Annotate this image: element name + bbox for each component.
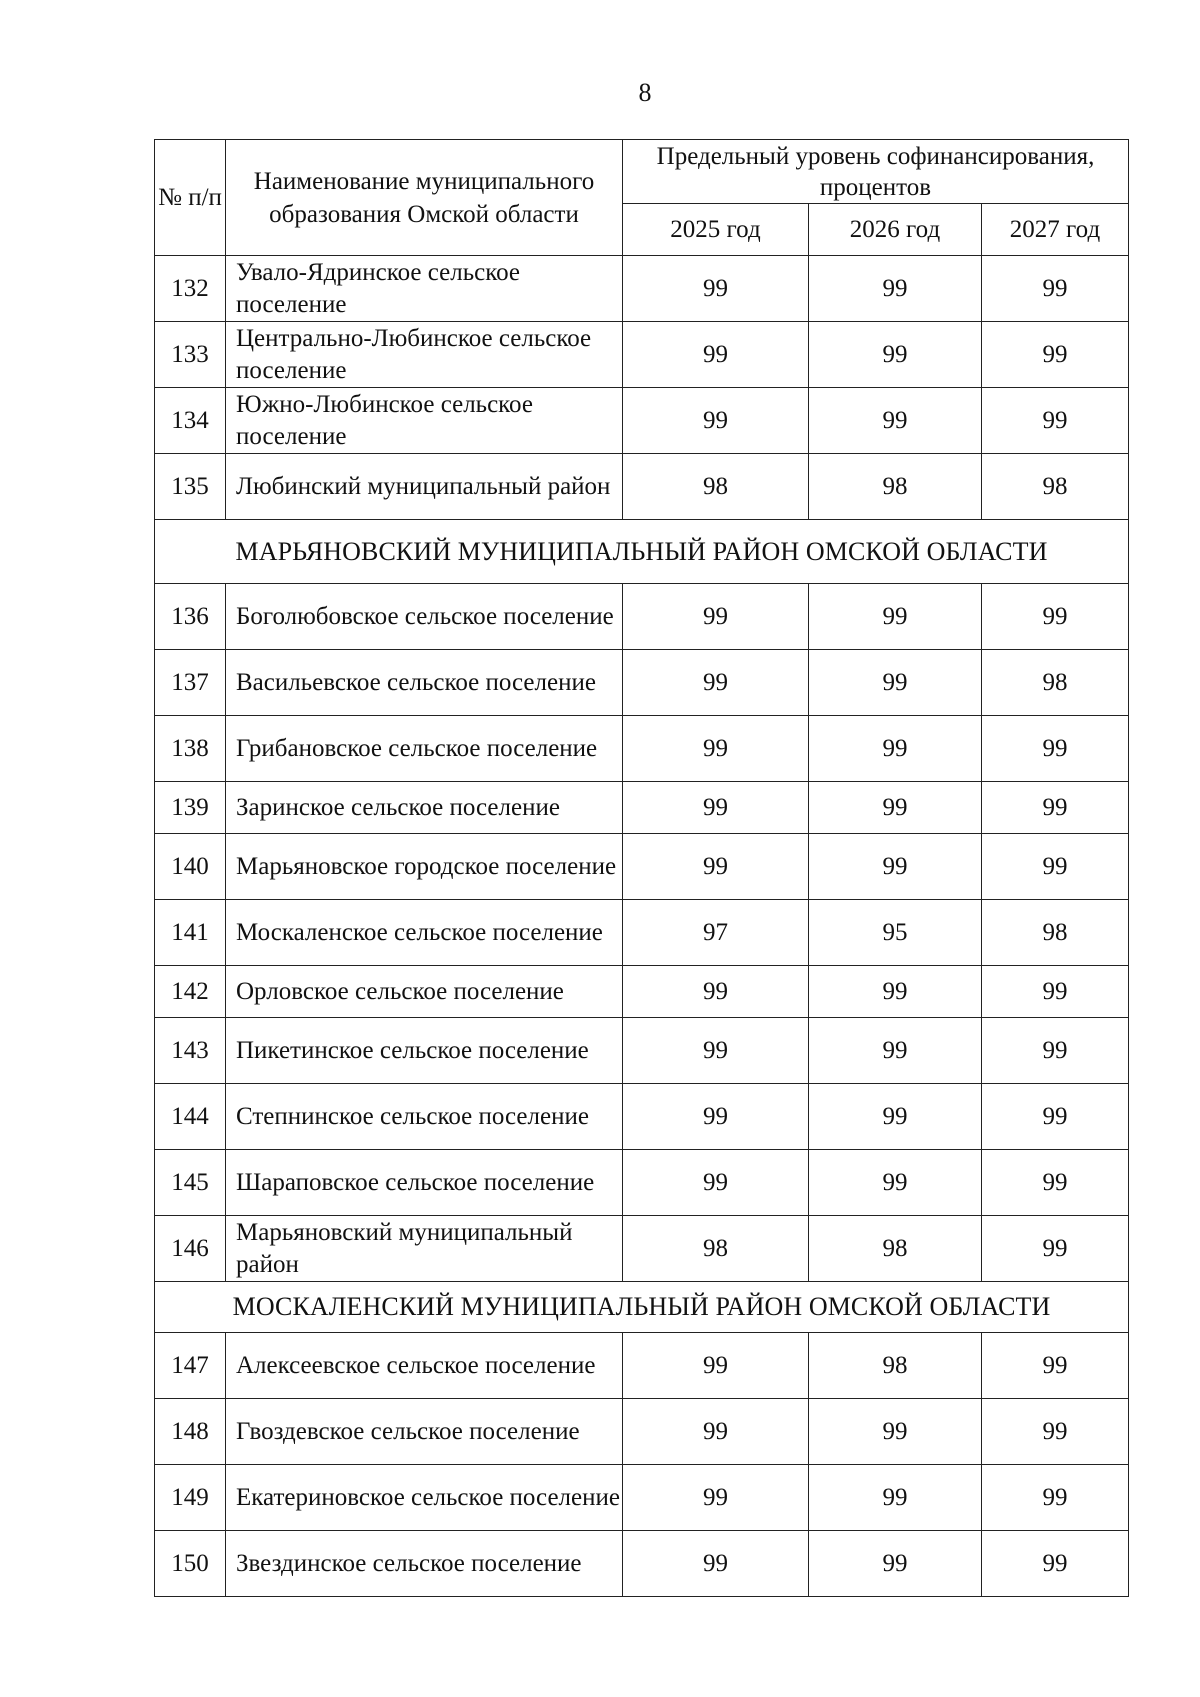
municipality-name: Екатериновское сельское поселение — [226, 1465, 623, 1531]
municipality-name: Заринское сельское поселение — [226, 782, 623, 834]
municipality-name: Марьяновский муниципальный район — [226, 1216, 623, 1282]
municipality-name: Орловское сельское поселение — [226, 966, 623, 1018]
row-number: 150 — [155, 1531, 226, 1597]
value-2027: 99 — [982, 1018, 1129, 1084]
value-2025: 99 — [623, 1531, 809, 1597]
table-row — [155, 1333, 1129, 1399]
header-municipality-name: Наименование муниципального образования Омской области — [226, 140, 623, 256]
value-2025: 99 — [623, 1465, 809, 1531]
row-number: 133 — [155, 322, 226, 388]
value-2025: 99 — [623, 650, 809, 716]
table-row — [155, 834, 1129, 900]
value-2026: 98 — [809, 1333, 982, 1399]
row-number: 137 — [155, 650, 226, 716]
value-2026: 99 — [809, 1084, 982, 1150]
value-2026: 99 — [809, 256, 982, 322]
table-row — [155, 1216, 1129, 1282]
value-2025: 98 — [623, 1216, 809, 1282]
row-number: 149 — [155, 1465, 226, 1531]
municipality-name: Алексеевское сельское поселение — [226, 1333, 623, 1399]
value-2027: 99 — [982, 584, 1129, 650]
row-number: 136 — [155, 584, 226, 650]
value-2026: 99 — [809, 650, 982, 716]
row-number: 143 — [155, 1018, 226, 1084]
value-2025: 99 — [623, 1150, 809, 1216]
table-row — [155, 256, 1129, 322]
value-2026: 98 — [809, 454, 982, 520]
value-2026: 99 — [809, 322, 982, 388]
table-body — [155, 256, 1129, 1597]
value-2026: 95 — [809, 900, 982, 966]
row-number: 141 — [155, 900, 226, 966]
value-2026: 99 — [809, 1150, 982, 1216]
table-row — [155, 322, 1129, 388]
header-year-2025: 2025 год — [623, 204, 809, 256]
value-2026: 99 — [809, 782, 982, 834]
municipality-name: Пикетинское сельское поселение — [226, 1018, 623, 1084]
section-row — [155, 1282, 1129, 1333]
value-2027: 99 — [982, 1150, 1129, 1216]
value-2027: 98 — [982, 650, 1129, 716]
row-number: 147 — [155, 1333, 226, 1399]
header-year-2026: 2026 год — [809, 204, 982, 256]
section-title: МОСКАЛЕНСКИЙ МУНИЦИПАЛЬНЫЙ РАЙОН ОМСКОЙ ОБЛАСТИ — [155, 1282, 1129, 1333]
value-2027: 99 — [982, 388, 1129, 454]
value-2025: 99 — [623, 1084, 809, 1150]
value-2027: 99 — [982, 1084, 1129, 1150]
value-2026: 99 — [809, 584, 982, 650]
municipality-name: Степнинское сельское поселение — [226, 1084, 623, 1150]
value-2025: 99 — [623, 388, 809, 454]
page-number: 8 — [638, 78, 652, 107]
row-number: 142 — [155, 966, 226, 1018]
value-2027: 99 — [982, 1333, 1129, 1399]
value-2026: 98 — [809, 1216, 982, 1282]
value-2027: 99 — [982, 1399, 1129, 1465]
municipality-name: Увало-Ядринское сельское поселение — [226, 256, 623, 322]
value-2026: 99 — [809, 716, 982, 782]
table-row — [155, 1150, 1129, 1216]
value-2027: 99 — [982, 256, 1129, 322]
value-2025: 99 — [623, 256, 809, 322]
row-number: 135 — [155, 454, 226, 520]
municipality-name: Гвоздевское сельское поселение — [226, 1399, 623, 1465]
row-number: 146 — [155, 1216, 226, 1282]
value-2027: 99 — [982, 1531, 1129, 1597]
value-2025: 99 — [623, 716, 809, 782]
row-number: 132 — [155, 256, 226, 322]
municipality-name: Марьяновское городское поселение — [226, 834, 623, 900]
value-2025: 99 — [623, 1399, 809, 1465]
value-2025: 99 — [623, 834, 809, 900]
table-row — [155, 1399, 1129, 1465]
value-2026: 99 — [809, 1018, 982, 1084]
table-row — [155, 900, 1129, 966]
municipality-name: Звездинское сельское поселение — [226, 1531, 623, 1597]
row-number: 134 — [155, 388, 226, 454]
value-2027: 98 — [982, 900, 1129, 966]
value-2025: 99 — [623, 966, 809, 1018]
cofinancing-table — [154, 139, 1129, 1597]
municipality-name: Васильевское сельское поселение — [226, 650, 623, 716]
value-2027: 99 — [982, 1465, 1129, 1531]
value-2026: 99 — [809, 834, 982, 900]
table-header — [155, 140, 1129, 256]
value-2025: 98 — [623, 454, 809, 520]
table-row — [155, 782, 1129, 834]
table-row — [155, 1531, 1129, 1597]
value-2027: 99 — [982, 1216, 1129, 1282]
table-row — [155, 388, 1129, 454]
row-number: 145 — [155, 1150, 226, 1216]
table-row — [155, 650, 1129, 716]
municipality-name: Любинский муниципальный район — [226, 454, 623, 520]
table-row — [155, 584, 1129, 650]
value-2026: 99 — [809, 388, 982, 454]
header-year-2027: 2027 год — [982, 204, 1129, 256]
value-2027: 99 — [982, 834, 1129, 900]
value-2027: 99 — [982, 322, 1129, 388]
value-2026: 99 — [809, 1465, 982, 1531]
row-number: 138 — [155, 716, 226, 782]
table-row — [155, 716, 1129, 782]
value-2026: 99 — [809, 1399, 982, 1465]
municipality-name: Центрально-Любинское сельское поселение — [226, 322, 623, 388]
header-cofinancing-level: Предельный уровень софинансирования, процентов — [623, 140, 1129, 204]
municipality-name: Шараповское сельское поселение — [226, 1150, 623, 1216]
value-2025: 99 — [623, 1018, 809, 1084]
value-2027: 99 — [982, 716, 1129, 782]
municipality-name: Грибановское сельское поселение — [226, 716, 623, 782]
row-number: 139 — [155, 782, 226, 834]
value-2026: 99 — [809, 966, 982, 1018]
section-row — [155, 520, 1129, 584]
table-row — [155, 1018, 1129, 1084]
value-2025: 99 — [623, 584, 809, 650]
row-number: 148 — [155, 1399, 226, 1465]
municipality-name: Москаленское сельское поселение — [226, 900, 623, 966]
row-number: 140 — [155, 834, 226, 900]
value-2025: 99 — [623, 1333, 809, 1399]
table-row — [155, 966, 1129, 1018]
municipality-name: Боголюбовское сельское поселение — [226, 584, 623, 650]
table-row — [155, 1084, 1129, 1150]
value-2027: 99 — [982, 782, 1129, 834]
value-2026: 99 — [809, 1531, 982, 1597]
row-number: 144 — [155, 1084, 226, 1150]
value-2027: 99 — [982, 966, 1129, 1018]
municipality-name: Южно-Любинское сельское поселение — [226, 388, 623, 454]
value-2027: 98 — [982, 454, 1129, 520]
table-row — [155, 454, 1129, 520]
header-number: № п/п — [155, 140, 226, 256]
section-title: МАРЬЯНОВСКИЙ МУНИЦИПАЛЬНЫЙ РАЙОН ОМСКОЙ ОБЛАСТИ — [155, 520, 1129, 584]
value-2025: 97 — [623, 900, 809, 966]
value-2025: 99 — [623, 322, 809, 388]
value-2025: 99 — [623, 782, 809, 834]
table-row — [155, 1465, 1129, 1531]
